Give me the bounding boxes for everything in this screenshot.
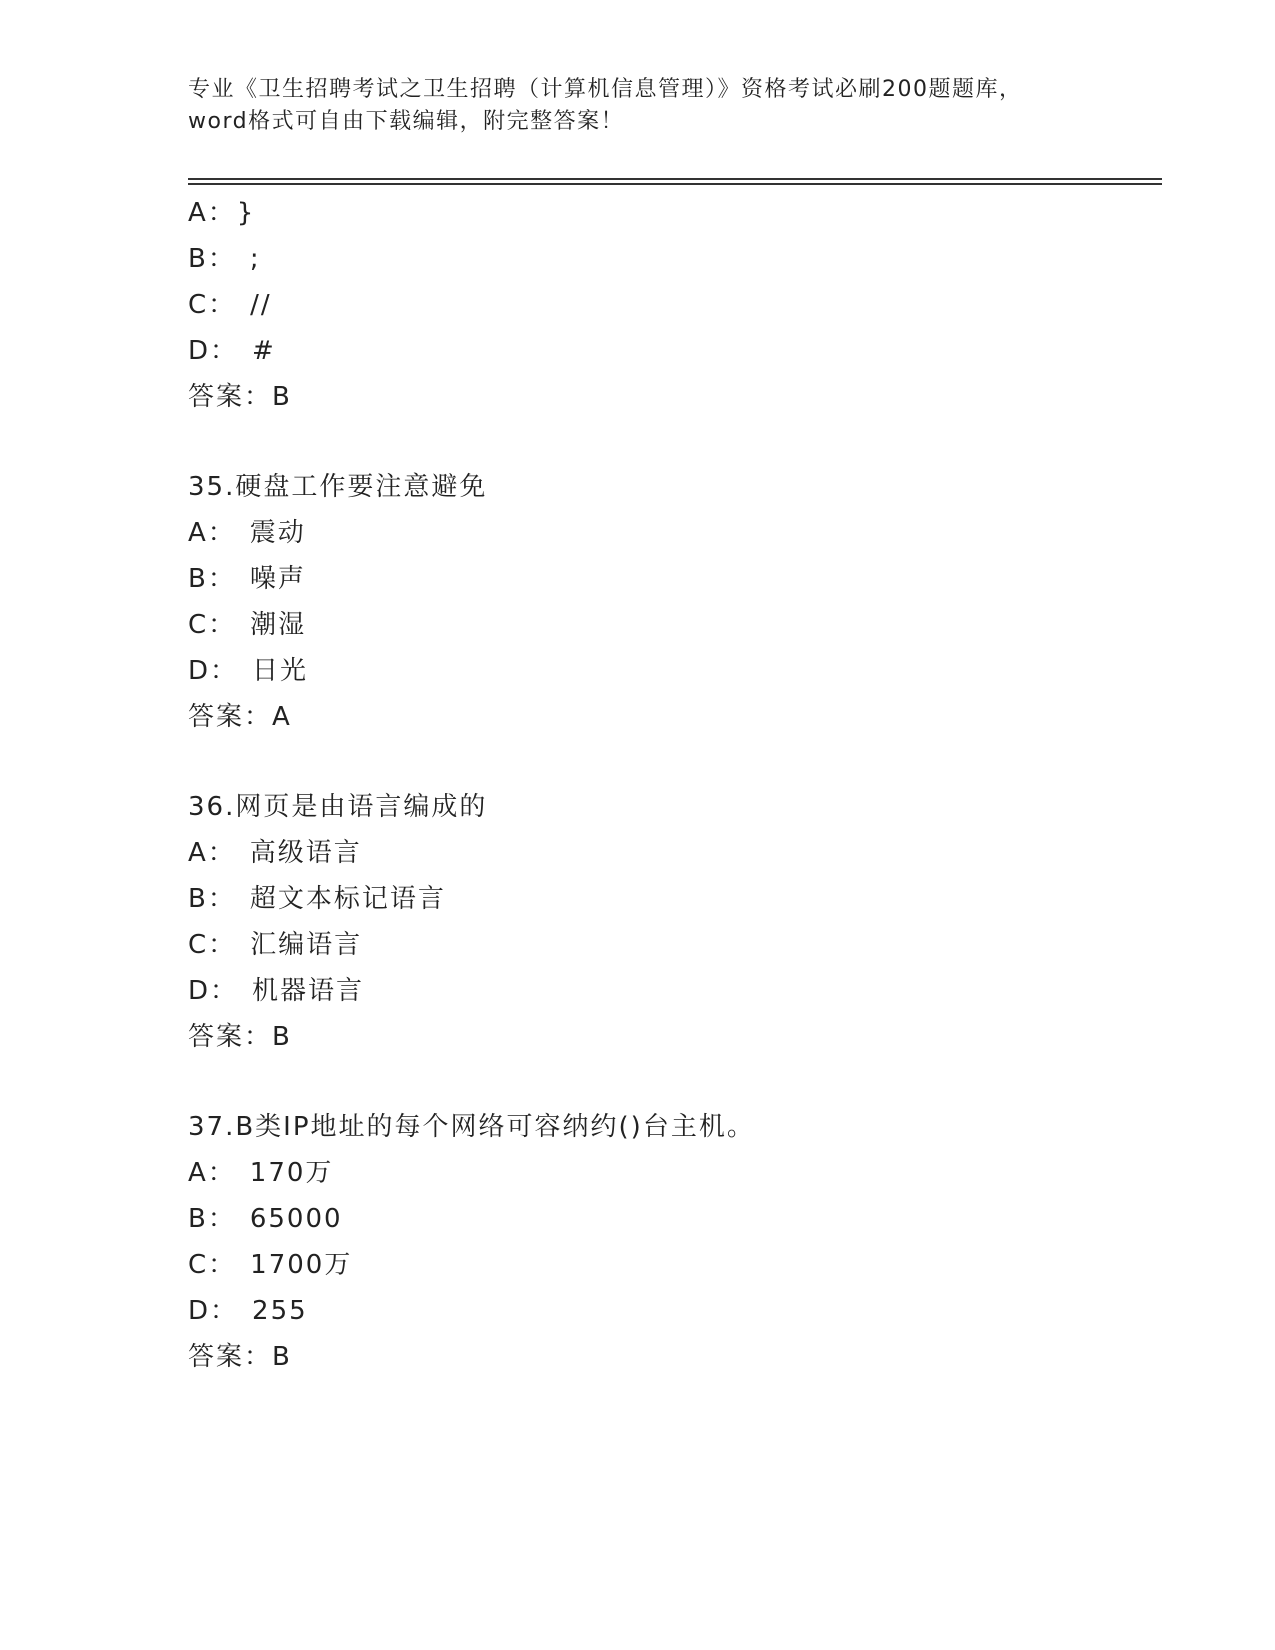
header-line-1: 专业《卫生招聘考试之卫生招聘（计算机信息管理）》资格考试必刷200题题库， (188, 77, 1023, 102)
option-c: C： 潮湿 (188, 610, 307, 640)
question-title: 35.硬盘工作要注意避免 (188, 472, 488, 502)
question-37 (188, 1104, 1148, 1380)
option-d: D： 255 (188, 1296, 308, 1326)
answer: 答案：B (188, 1342, 292, 1372)
option-b: B： 超文本标记语言 (188, 884, 446, 914)
option-b: B： 65000 (188, 1204, 343, 1234)
option-b: B： ; (188, 244, 261, 274)
answer: 答案：B (188, 1022, 292, 1052)
answer: 答案：B (188, 382, 292, 412)
option-a: A： 高级语言 (188, 838, 362, 868)
document-header (188, 74, 1088, 138)
partial-question (188, 190, 1148, 420)
header-divider-bottom (188, 183, 1162, 185)
option-d: D： 机器语言 (188, 976, 365, 1006)
option-b: B： 噪声 (188, 564, 306, 594)
header-divider-top (188, 178, 1162, 180)
question-35 (188, 464, 1148, 740)
option-d: D： 日光 (188, 656, 309, 686)
option-a: A： 170万 (188, 1158, 334, 1188)
header-line-2: word格式可自由下载编辑，附完整答案！ (188, 109, 625, 134)
option-c: C： 1700万 (188, 1250, 353, 1280)
option-a: A： 震动 (188, 518, 306, 548)
answer: 答案：A (188, 702, 292, 732)
question-title: 37.B类IP地址的每个网络可容纳约()台主机。 (188, 1112, 755, 1142)
option-c: C： // (188, 290, 272, 320)
option-d: D： # (188, 336, 276, 366)
question-title: 36.网页是由语言编成的 (188, 792, 488, 822)
question-list (188, 190, 1148, 1380)
option-a: A： } (188, 198, 256, 228)
option-c: C： 汇编语言 (188, 930, 363, 960)
question-36 (188, 784, 1148, 1060)
